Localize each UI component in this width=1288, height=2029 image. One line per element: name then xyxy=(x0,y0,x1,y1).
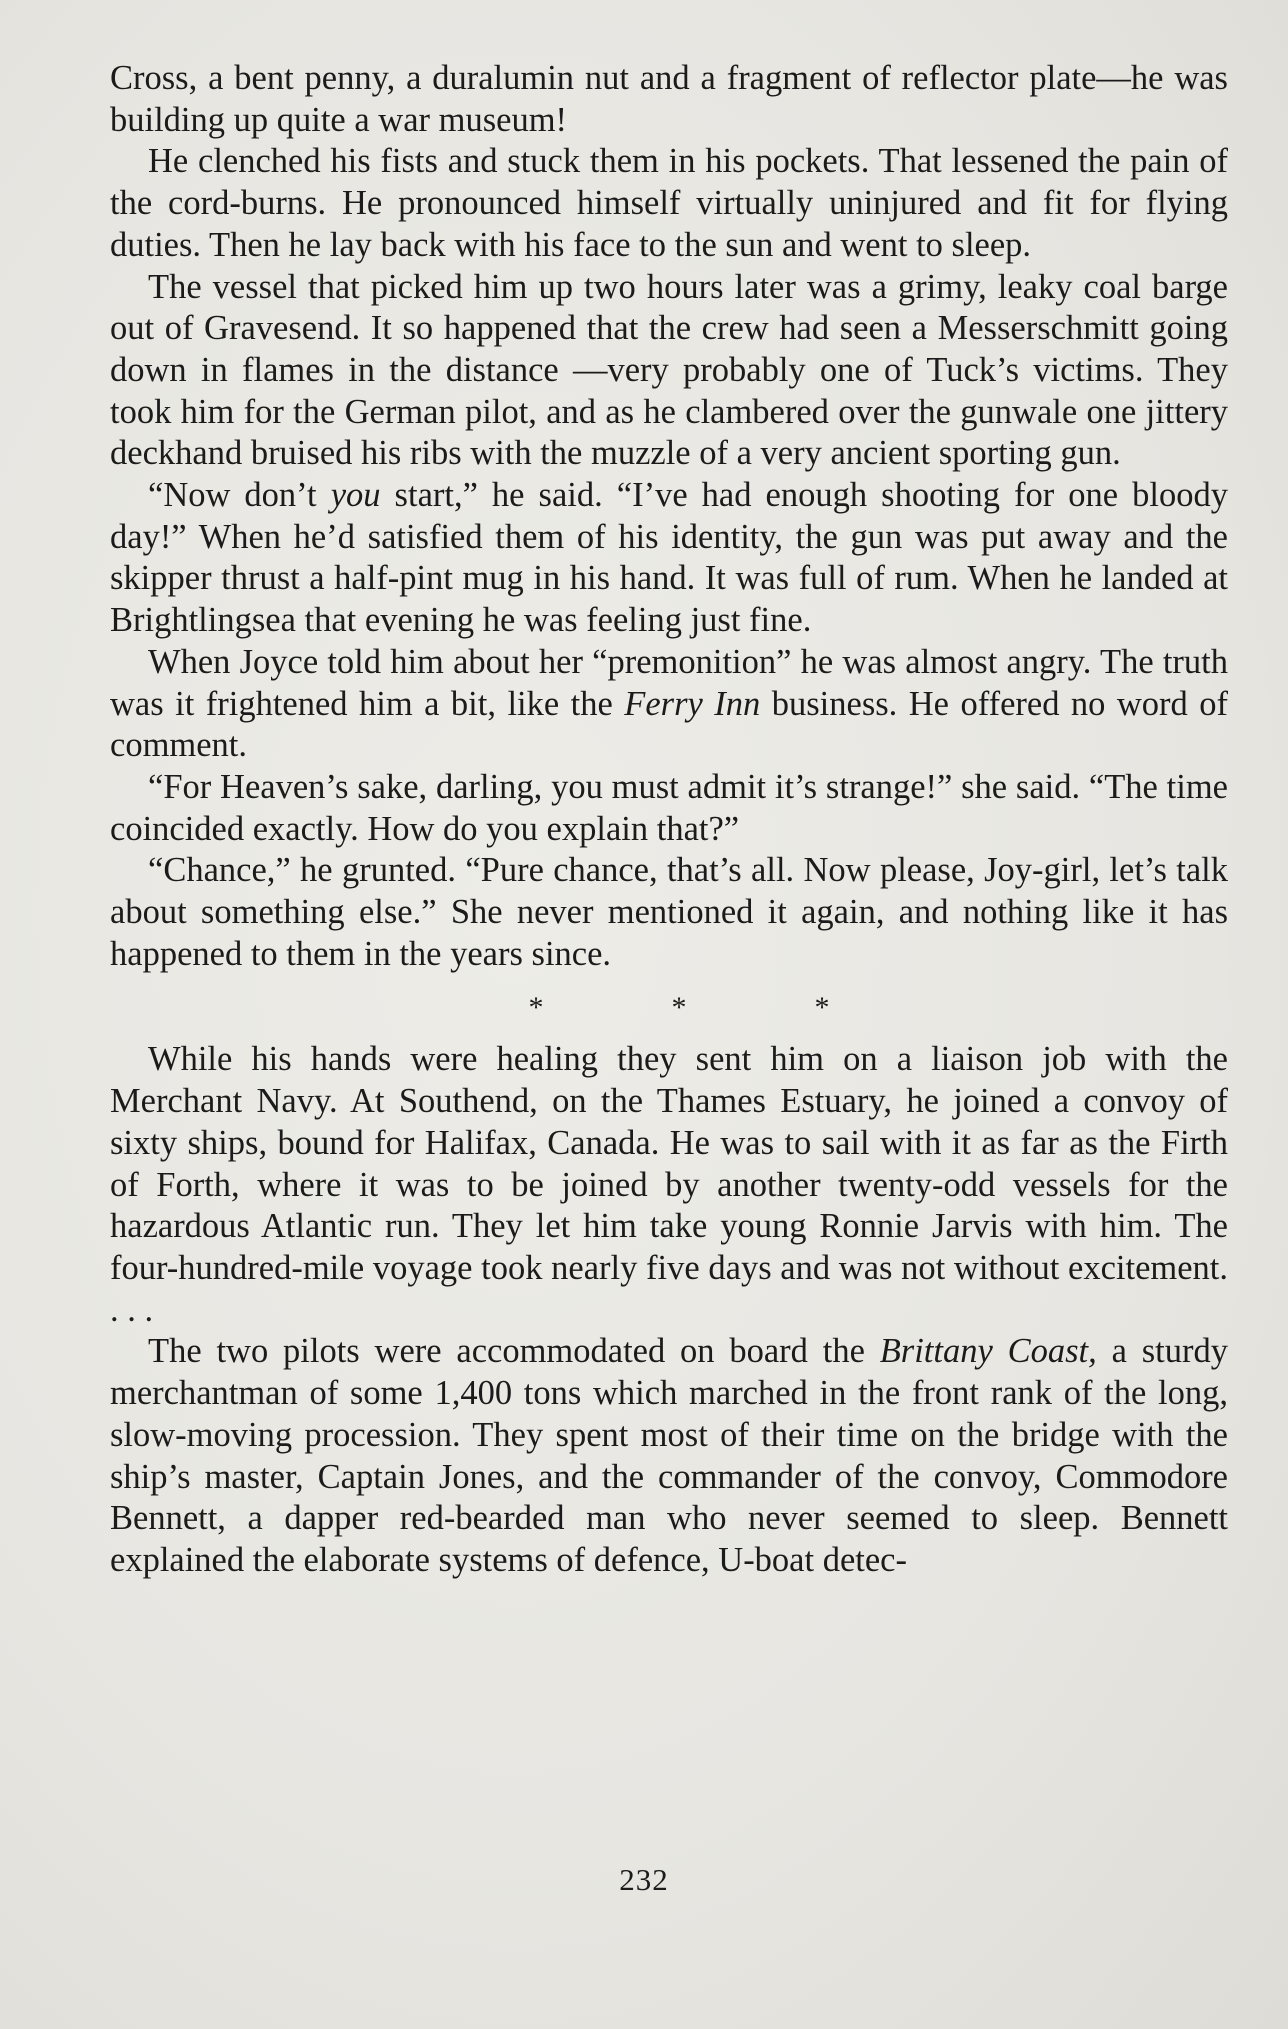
italic-text-run: Ferry Inn xyxy=(624,684,761,723)
text-run: “Now don’t xyxy=(148,476,331,515)
paragraph xyxy=(110,141,1228,266)
paragraph xyxy=(110,1039,1228,1331)
body-text xyxy=(110,58,1228,1582)
text-run: business. He offered no word of comment. xyxy=(110,684,1228,765)
italic-text-run: you xyxy=(330,476,381,515)
paragraph xyxy=(110,1331,1228,1581)
text-run: a sturdy merchantman of some 1,400 tons which marched in the front rank of the long, slow-moving procession. They spent most of their time on the bridge with the ship’s master, Captain Jones, and the commander of the convoy, Commodore Bennett, a dapper red-bearded man who never seemed to sleep. Bennett explained the elaborate systems of defence, U-boat detec- xyxy=(110,1332,1228,1579)
text-run: Cross, a bent penny, a duralumin nut and a fragment of reflector plate—he was building up quite a war museum! xyxy=(110,59,1228,139)
text-run: When Joyce told him about her “premonition” he was almost angry. The truth was it frightened him a bit, like the xyxy=(110,642,1228,723)
text-run: While his hands were healing they sent him on a liaison job with the Merchant Navy. At Southend, on the Thames Estuary, he joined a convoy of sixty ships, bound for Halifax, Canada. He was to sail with it as far as the Firth of Forth, where it was to be joined by another twenty-odd vessels for the hazardous Atlantic run. They let him take young Ronnie Jarvis with him. The four-hundred-mile voyage took nearly five days and was not without excitement. . . . xyxy=(110,1040,1228,1329)
text-run: The two pilots were accommodated on board the xyxy=(148,1332,880,1371)
paragraph xyxy=(110,475,1228,642)
paragraph xyxy=(110,58,1228,141)
paragraph xyxy=(110,767,1228,850)
section-break xyxy=(110,975,1228,1039)
text-run: start,” he said. “I’ve had enough shooting for one bloody day!” When he’d satisfied them of his identity, the gun was put away and the skipper thrust a half-pint mug in his hand. It was full of rum. When he landed at Brightlingsea that evening he was feeling just fine. xyxy=(110,476,1228,640)
text-run: He clenched his fists and stuck them in his pockets. That lessened the pain of the cord-burns. He pronounced himself virtually uninjured and fit for flying duties. Then he lay back with his face to the sun and went to sleep. xyxy=(110,142,1228,264)
paragraph xyxy=(110,642,1228,767)
text-run: “For Heaven’s sake, darling, you must admit it’s strange!” she said. “The time coincided exactly. How do you explain that?” xyxy=(110,767,1228,848)
section-break-star: * xyxy=(671,990,687,1024)
paragraph xyxy=(110,267,1228,476)
italic-text-run: Brittany Coast, xyxy=(879,1332,1097,1371)
page-number: 232 xyxy=(619,1862,669,1897)
section-break-star: * xyxy=(814,990,830,1024)
text-run: “Chance,” he grunted. “Pure chance, that’s all. Now please, Joy-girl, let’s talk about something else.” She never mentioned it again, and nothing like it has happened to them in the years since. xyxy=(110,851,1228,973)
section-break-star: * xyxy=(528,990,544,1024)
paragraph xyxy=(110,850,1228,975)
text-run: The vessel that picked him up two hours later was a grimy, leaky coal barge out of Gravesend. It so happened that the crew had seen a Messerschmitt going down in flames in the distance —very probably one of Tuck’s victims. They took him for the German pilot, and as he clambered over the gunwale one jittery deckhand bruised his ribs with the muzzle of a very ancient sporting gun. xyxy=(110,267,1228,473)
